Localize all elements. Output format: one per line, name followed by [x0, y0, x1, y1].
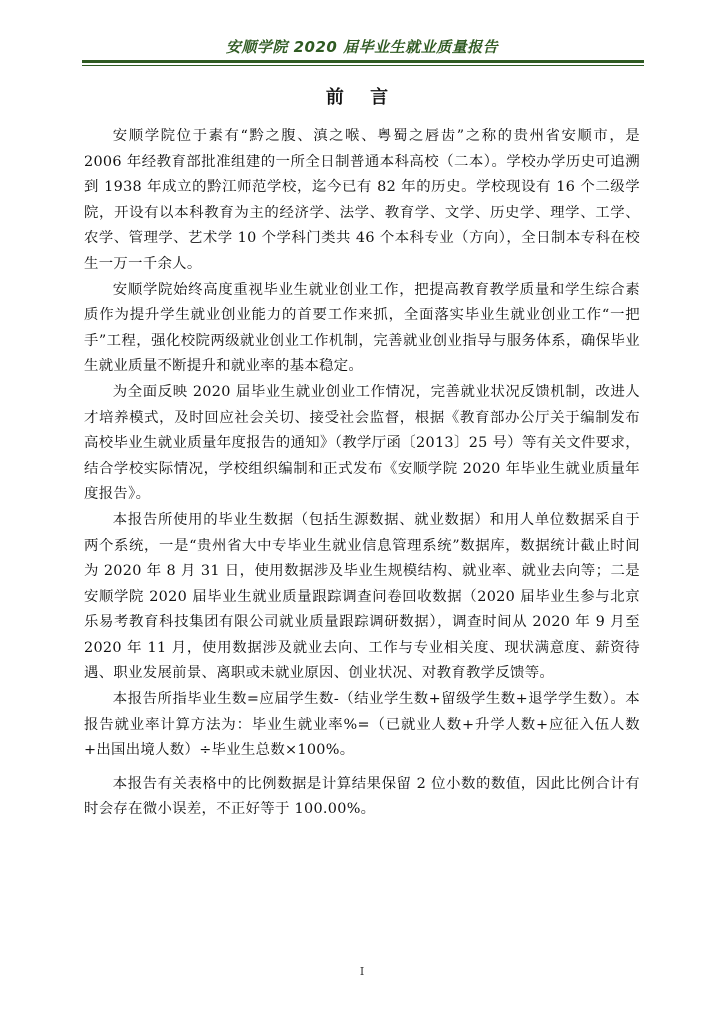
page-heading: 前 言: [325, 87, 399, 108]
paragraph-purpose: 为全面反映 2020 届毕业生就业创业工作情况，完善就业状况反馈机制，改进人才培养模式，及时回应社会关切、接受社会监督，根据《教育部办公厅关于编制发布高校毕业生就业质量年度报告的通知》（教学厅函〔2013〕25 号）等有关文件要求，结合学校实际情况，学校组织编制和正式发布《安顺学院 2020 年毕业生就业质量年度报告》。: [84, 383, 640, 503]
paragraph-commitment: 安顺学院始终高度重视毕业生就业创业工作，把提高教育教学质量和学生综合素质作为提升学生就业创业能力的首要工作来抓，全面落实毕业生就业创业工作“一把手”工程，强化校院两级就业创业工作机制，完善就业创业指导与服务体系，确保毕业生就业质量不断提升和就业率的基本稳定。: [84, 281, 640, 375]
paragraph-intro: 安顺学院位于素有“黔之腹、滇之喉、粤蜀之唇齿”之称的贵州省安顺市，是 2006 年经教育部批准组建的一所全日制普通本科高校（二本）。学校办学历史可追溯到 1938 年成立的黔江师范学校，迄今已有 82 年的历史。学校现设有 16 个二级学院，开设有以本科教育为主的经济学、法学、教育学、文学、历史学、理学、工学、农学、管理学、艺术学 10 个学科门类共 46 个本科专业（方向），全日制本专科在校生一万一千余人。: [84, 128, 640, 272]
header-rule-thin: [82, 65, 644, 66]
paragraph-data-sources: 本报告所使用的毕业生数据（包括生源数据、就业数据）和用人单位数据采自于两个系统，一是“贵州省大中专毕业生就业信息管理系统”数据库，数据统计截止时间为 2020 年 8 月 31 日，使用数据涉及毕业生规模结构、就业率、就业去向等；二是安顺学院 2020 届毕业生就业质量跟踪调查问卷回收数据（2020 届毕业生参与北京乐易考教育科技集团有限公司就业质量跟踪调研数据），调查时间从 2020 年 9 月至 2020 年 11 月，使用数据涉及就业去向、工作与专业相关度、现状满意度、薪资待遇、职业发展前景、离职或未就业原因、创业状况、对教育教学反馈等。: [84, 511, 640, 682]
page-number: I: [359, 965, 365, 978]
running-header-title: 安顺学院 2020 届毕业生就业质量报告: [225, 38, 499, 56]
header-rule-thick: [82, 60, 644, 63]
paragraph-definitions: 本报告所指毕业生数=应届学生数-（结业学生数+留级学生数+退学学生数）。本报告就业率计算方法为：毕业生就业率%=（已就业人数+升学人数+应征入伍人数+出国出境人数）÷毕业生总数×100%。: [84, 691, 640, 759]
paragraph-rounding-note: 本报告有关表格中的比例数据是计算结果保留 2 位小数的数值，因此比例合计有时会存在微小误差，不正好等于 100.00%。: [84, 775, 640, 818]
document-body: [84, 124, 640, 823]
